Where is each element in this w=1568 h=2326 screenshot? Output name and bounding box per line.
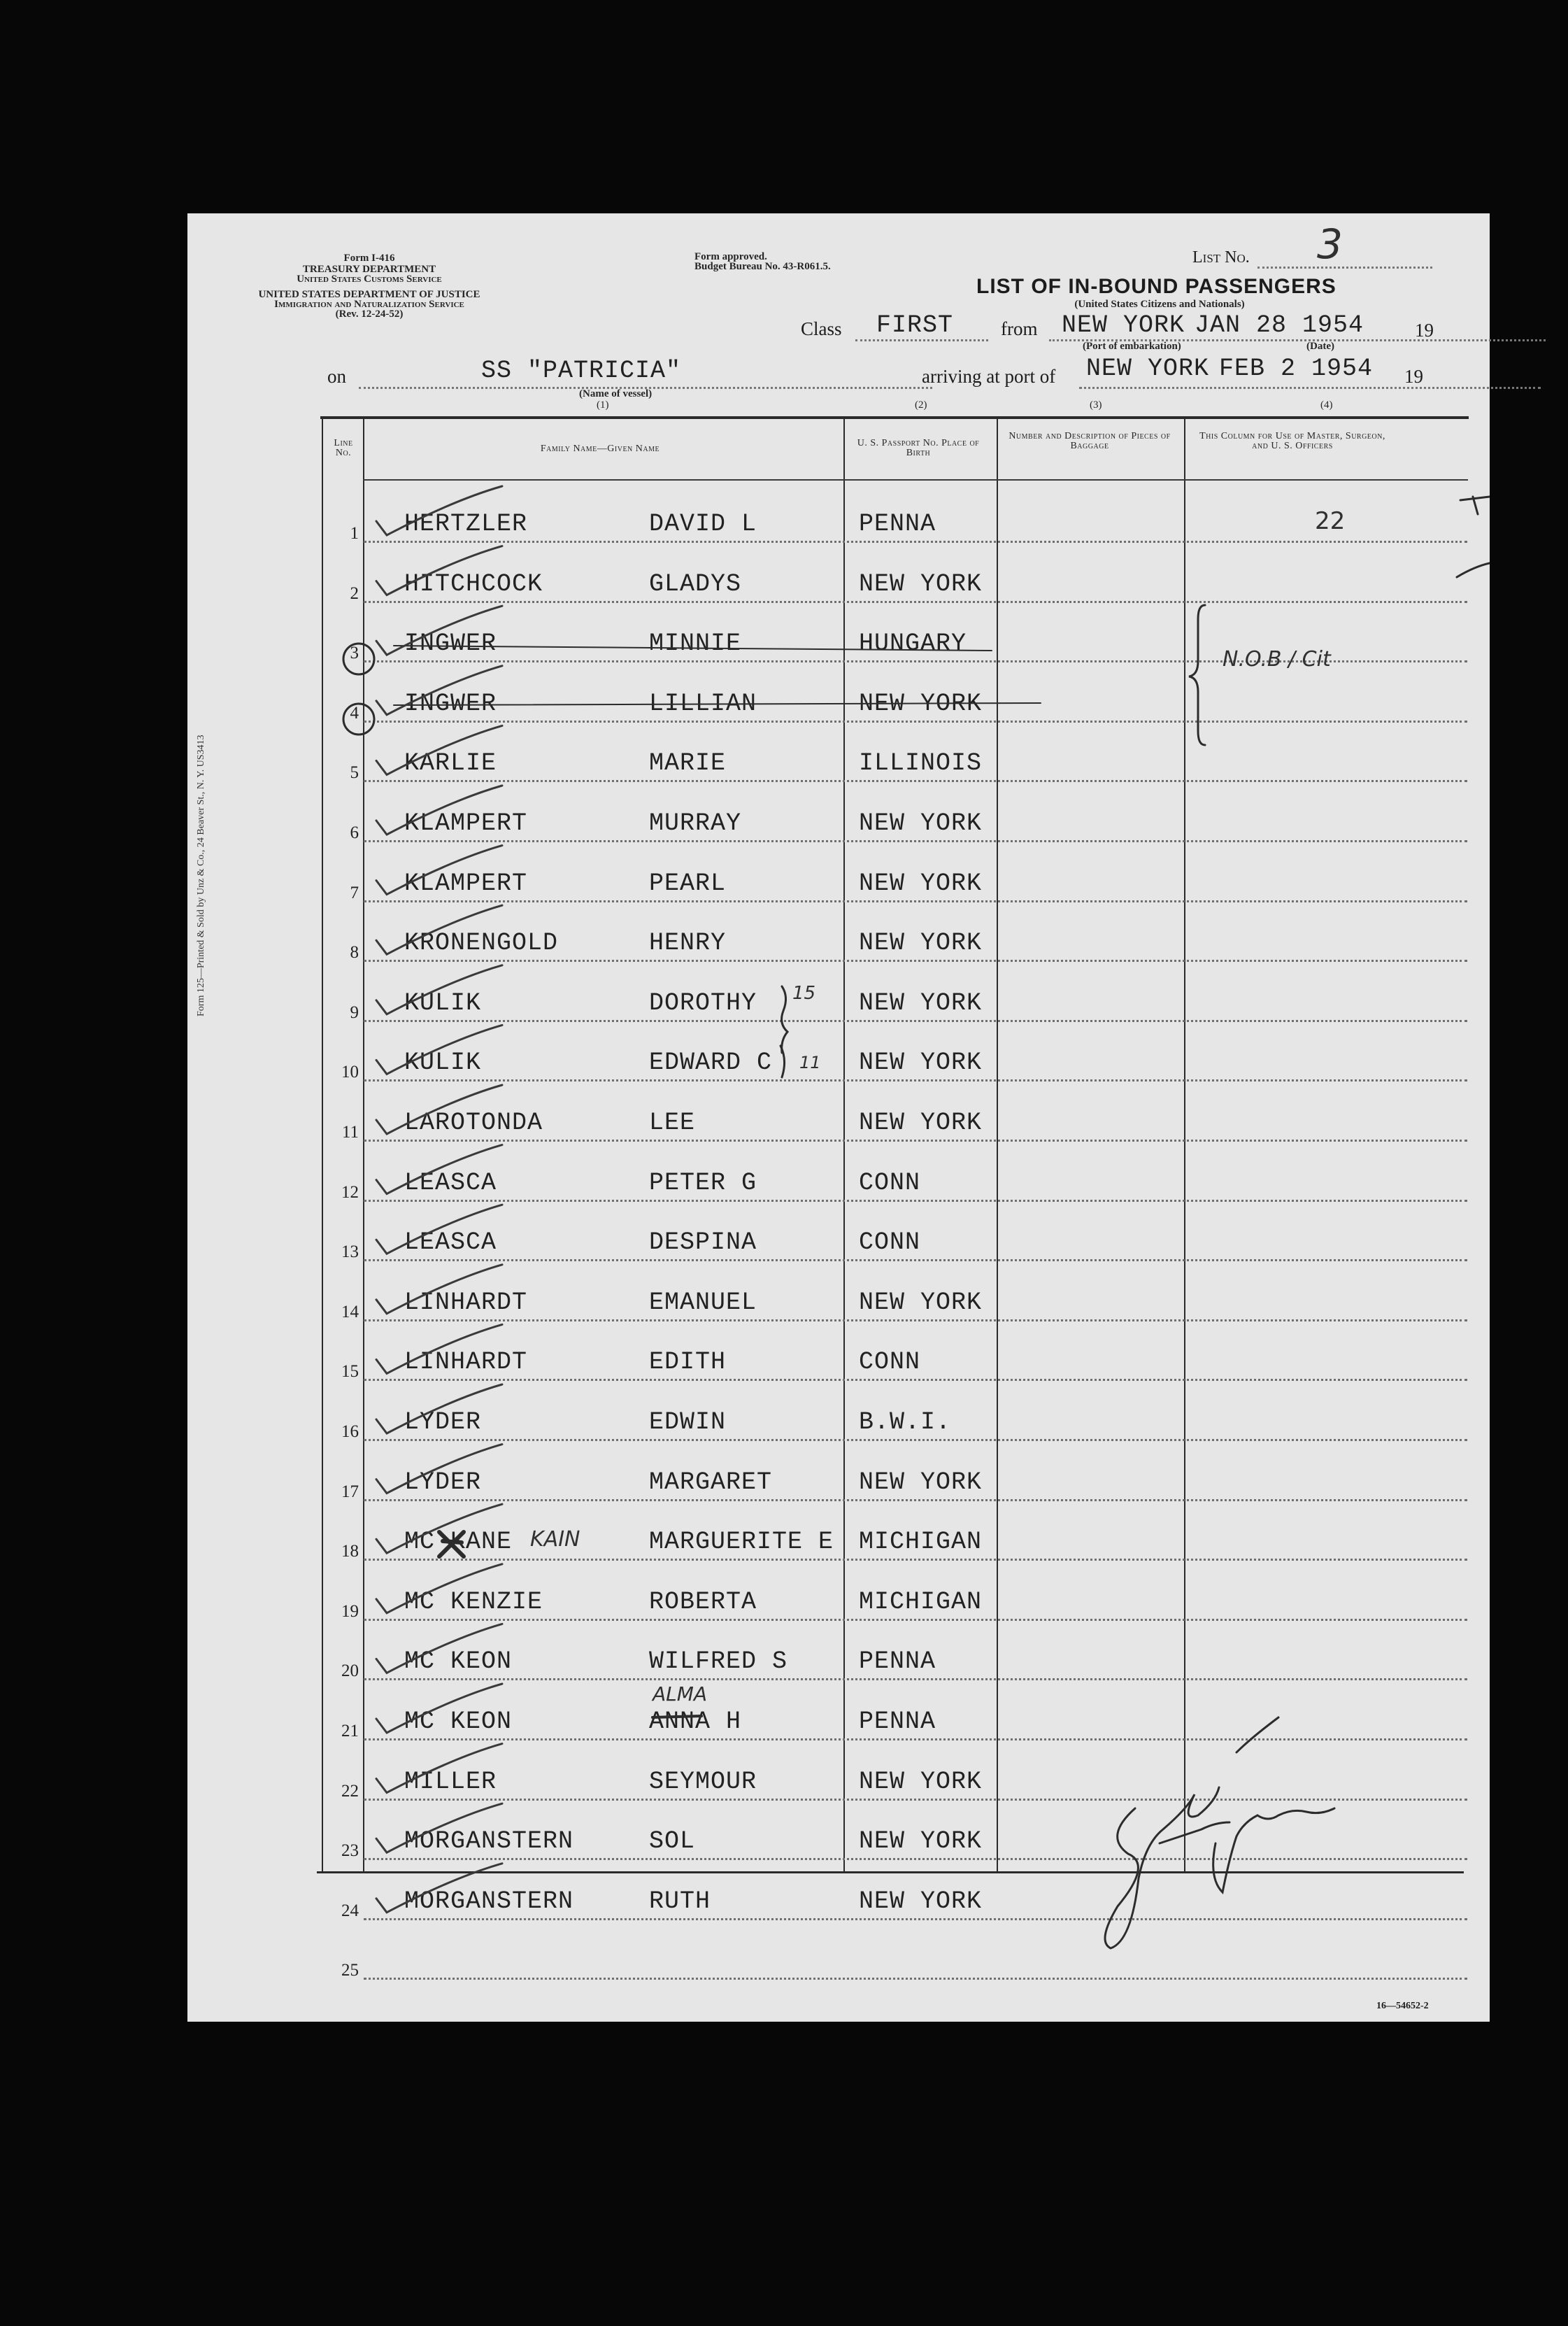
given-name: DAVID L [649, 510, 757, 538]
place-of-birth: CONN [859, 1228, 921, 1257]
caption-3: (3) [1090, 399, 1102, 411]
col-header-passport: U. S. Passport No. Place of Birth [857, 438, 980, 458]
col-header-line-no: Line No. [334, 438, 353, 458]
caption-1: (1) [597, 399, 609, 411]
year-suffix-1: 19 [1415, 320, 1434, 341]
edward-brace-annotation: 11 [799, 1053, 821, 1072]
family-name: KLAMPERT [404, 869, 528, 898]
approval-line-2: Budget Bureau No. 43-R061.5. [694, 261, 831, 272]
given-name: PETER G [649, 1168, 757, 1197]
caption-2: (2) [915, 399, 927, 411]
place-of-birth: NEW YORK [859, 1049, 983, 1077]
family-name: LEASCA [404, 1168, 497, 1197]
place-of-birth: ILLINOIS [859, 749, 983, 778]
from-date: JAN 28 1954 [1195, 311, 1364, 339]
check-mark [376, 606, 502, 655]
place-of-birth: CONN [859, 1168, 921, 1197]
place-of-birth: NEW YORK [859, 869, 983, 898]
vessel-name: SS "PATRICIA" [481, 357, 682, 385]
place-of-birth: NEW YORK [859, 1827, 983, 1856]
place-of-birth: NEW YORK [859, 1288, 983, 1317]
place-of-birth: CONN [859, 1348, 921, 1377]
line-number: 13 [341, 1242, 359, 1262]
line-number: 23 [341, 1841, 359, 1861]
given-name: EDITH [649, 1348, 727, 1377]
place-of-birth: NEW YORK [859, 988, 983, 1017]
line-number: 1 [350, 524, 359, 543]
check-mark [376, 1864, 502, 1913]
family-name: HERTZLER [404, 510, 528, 538]
given-name: MARGARET [649, 1468, 773, 1496]
given-name: ANNA H [649, 1708, 742, 1736]
family-name: LYDER [404, 1468, 482, 1496]
check-mark [376, 1384, 502, 1433]
line-number: 21 [341, 1722, 359, 1740]
line-number: 25 [341, 1961, 359, 1980]
family-name: MILLER [404, 1767, 497, 1796]
col-header-name: Family Name—Given Name [540, 444, 660, 454]
nob-annotation: N.O.B / Cit [1223, 647, 1331, 672]
approval-line-1: Form approved. [694, 251, 767, 262]
family-name: KULIK [404, 1049, 482, 1077]
given-name: MINNIE [649, 630, 742, 658]
line-number: 7 [350, 883, 359, 902]
line-number: 3 [350, 644, 359, 663]
given-name: EDWARD C [649, 1049, 773, 1077]
line-number: 8 [350, 943, 359, 963]
given-name: MARGUERITE E [649, 1528, 834, 1556]
check-mark [376, 1803, 502, 1852]
place-of-birth: NEW YORK [859, 809, 983, 837]
check-mark [376, 1265, 502, 1314]
check-mark [376, 1324, 502, 1373]
check-mark [376, 1564, 502, 1613]
check-mark [376, 905, 502, 954]
place-of-birth: NEW YORK [859, 1109, 983, 1137]
side-printer-text: Form 125—Printed & Sold by Unz & Co., 24 Beaver St., N. Y. US3413 [196, 735, 206, 1016]
given-name: DOROTHY [649, 988, 757, 1017]
given-name: PEARL [649, 869, 727, 898]
given-name: MURRAY [649, 809, 742, 837]
family-name: KLAMPERT [404, 809, 528, 837]
alma-correction: ALMA [653, 1682, 708, 1706]
family-name: MC KENZIE [404, 1587, 543, 1616]
line-number: 9 [350, 1002, 359, 1022]
family-name: KRONENGOLD [404, 929, 559, 958]
from-label: from [1001, 318, 1038, 339]
list-no-value: 3 [1317, 220, 1343, 268]
dorothy-brace-annotation: 15 [792, 983, 816, 1004]
col-header-baggage: Number and Description of Pieces of Baggage [1008, 431, 1171, 451]
arrival-date: FEB 2 1954 [1219, 355, 1374, 383]
given-name: EMANUEL [649, 1288, 757, 1317]
place-of-birth: MICHIGAN [859, 1528, 983, 1556]
family-name: MC KEON [404, 1647, 513, 1676]
officer-count-annotation: 22 [1315, 507, 1346, 535]
dept-line-4: Immigration and Naturalization Service [274, 299, 464, 310]
given-name: HENRY [649, 929, 727, 958]
place-of-birth: NEW YORK [859, 1468, 983, 1496]
arrival-port: NEW YORK [1086, 355, 1210, 383]
manifest-title: LIST OF IN-BOUND PASSENGERS [976, 275, 1337, 298]
line-number: 19 [341, 1601, 359, 1621]
line-number: 14 [341, 1302, 359, 1321]
family-name: MC KANE [404, 1528, 513, 1556]
family-name: LEASCA [404, 1228, 497, 1257]
place-of-birth: NEW YORK [859, 1767, 983, 1796]
place-of-birth: B.W.I. [859, 1408, 952, 1436]
check-mark [376, 666, 502, 715]
family-name: LINHARDT [404, 1348, 528, 1377]
check-mark [376, 965, 502, 1014]
col-header-officers: This Column for Use of Master, Surgeon, and U. S. Officers [1199, 431, 1385, 451]
form-number: Form I-416 [343, 253, 395, 264]
footer-code: 16—54652-2 [1376, 2001, 1429, 2011]
line-number: 15 [341, 1362, 359, 1382]
given-name: SEYMOUR [649, 1767, 757, 1796]
place-of-birth: NEW YORK [859, 689, 983, 718]
manifest-subtitle: (United States Citizens and Nationals) [1074, 299, 1245, 310]
given-name: MARIE [649, 749, 727, 778]
place-of-birth: NEW YORK [859, 929, 983, 958]
given-name: LILLIAN [649, 689, 757, 718]
line-number: 20 [341, 1661, 359, 1681]
vessel-caption: (Name of vessel) [579, 388, 653, 399]
class-value: FIRST [876, 311, 954, 339]
family-name: KULIK [404, 988, 482, 1017]
line-number: 17 [341, 1482, 359, 1501]
check-mark [376, 1445, 502, 1494]
given-name: ROBERTA [649, 1587, 757, 1616]
check-mark [376, 1624, 502, 1673]
check-mark [376, 1025, 502, 1074]
check-mark [376, 1145, 502, 1194]
mckane-correction: KAIN [530, 1527, 580, 1552]
check-mark [376, 1205, 502, 1257]
list-no-label: List No. [1192, 248, 1250, 267]
family-name: LINHARDT [404, 1288, 528, 1317]
date-caption: (Date) [1306, 341, 1334, 352]
dept-line-3: UNITED STATES DEPARTMENT OF JUSTICE [258, 289, 480, 300]
family-name: KARLIE [404, 749, 497, 778]
given-name: DESPINA [649, 1228, 757, 1257]
place-of-birth: NEW YORK [859, 569, 983, 598]
line-number: 5 [350, 763, 359, 783]
check-mark [376, 546, 502, 595]
family-name: LAROTONDA [404, 1109, 543, 1137]
given-name: LEE [649, 1109, 696, 1137]
caption-4: (4) [1320, 399, 1333, 411]
arriving-label: arriving at port of [922, 366, 1056, 387]
check-mark [376, 1744, 502, 1793]
on-label: on [327, 366, 346, 387]
given-name: GLADYS [649, 569, 742, 598]
given-name: EDWIN [649, 1408, 727, 1436]
line-number: 4 [350, 703, 359, 723]
place-of-birth: PENNA [859, 1708, 936, 1736]
revision: (Rev. 12-24-52) [335, 309, 404, 320]
line-number: 2 [350, 583, 359, 603]
line-number: 12 [341, 1182, 359, 1202]
check-mark [376, 846, 502, 895]
family-name: MORGANSTERN [404, 1887, 574, 1915]
line-number: 6 [350, 823, 359, 842]
check-mark [376, 1684, 502, 1733]
family-name: MORGANSTERN [404, 1827, 574, 1856]
family-name: LYDER [404, 1408, 482, 1436]
dept-line-1: TREASURY DEPARTMENT [302, 264, 436, 275]
given-name: WILFRED S [649, 1647, 788, 1676]
line-number: 22 [341, 1781, 359, 1801]
line-number: 10 [341, 1063, 359, 1082]
family-name: INGWER [404, 630, 497, 658]
line-number: 24 [341, 1901, 359, 1920]
port-embark-caption: (Port of embarkation) [1083, 341, 1181, 352]
check-mark [376, 786, 502, 835]
line-number: 11 [341, 1123, 359, 1142]
line-number: 18 [341, 1542, 359, 1561]
dept-line-2: United States Customs Service [297, 274, 442, 285]
place-of-birth: PENNA [859, 1647, 936, 1676]
given-name: RUTH [649, 1887, 711, 1915]
place-of-birth: MICHIGAN [859, 1587, 983, 1616]
check-mark [376, 486, 502, 535]
family-name: INGWER [404, 689, 497, 718]
place-of-birth: NEW YORK [859, 1887, 983, 1915]
family-name: HITCHCOCK [404, 569, 543, 598]
place-of-birth: HUNGARY [859, 630, 967, 658]
manifest-sheet [187, 213, 1490, 2022]
year-suffix-2: 19 [1404, 366, 1423, 387]
line-number: 16 [341, 1422, 359, 1441]
class-label: Class [801, 318, 842, 339]
check-mark [376, 725, 502, 774]
check-mark [376, 1504, 502, 1553]
from-port: NEW YORK [1062, 311, 1185, 339]
check-mark [376, 1085, 502, 1134]
family-name: MC KEON [404, 1708, 513, 1736]
place-of-birth: PENNA [859, 510, 936, 538]
given-name: SOL [649, 1827, 696, 1856]
handwriting-overlay [187, 213, 1490, 2022]
